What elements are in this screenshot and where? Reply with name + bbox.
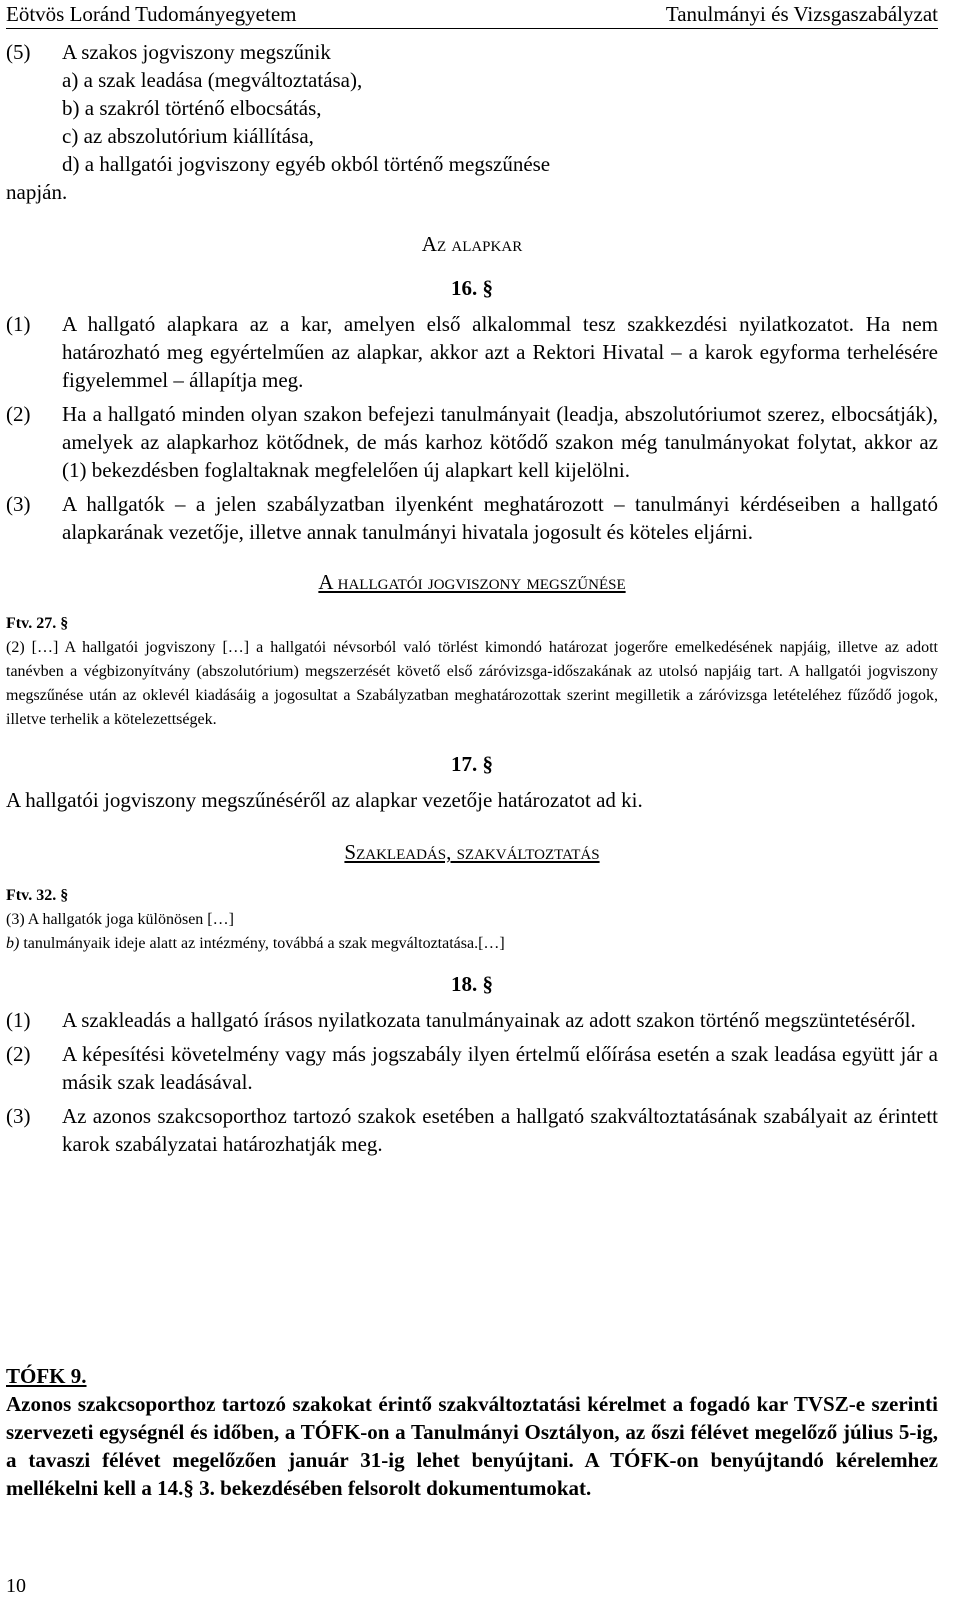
list-item-a: a) a szak leadása (megváltoztatása), bbox=[62, 68, 363, 92]
tofk-note bbox=[6, 1362, 938, 1502]
section-heading-alapkar: Az alapkar bbox=[421, 232, 523, 256]
szakleadas-item-2: (2) A képesítési követelmény vagy más jogszabály ilyen értelmű előírása esetén a szak leadása együtt jár a másik szak leadásával. bbox=[6, 1042, 938, 1094]
ftv-quote-32-a: (3) A hallgatók joga különösen […] bbox=[6, 911, 234, 928]
item-number: (5) bbox=[6, 40, 31, 64]
ftv-reference-32: Ftv. 32. § bbox=[6, 887, 69, 904]
section-5 bbox=[6, 38, 938, 178]
ftv-quote-27: (2) […] A hallgatói jogviszony […] a hallgatói névsorból való törlést kimondó határozat jogerőre emelkedésének napjáig, illetve az adott tanévben a végbizonyítvány (abszolutórium) megszerzését követő első záróvizsga-időszakának az utolsó napjáig tart. A hallgatói jogviszony megszűnése után az oklevél kiadásáig a jogosultat a Szabályzatban meghatározottak szerint megilletik a záróvizsga letételéhez fűződő jogok, illetve terhelik a kötelezettségek. bbox=[6, 639, 938, 728]
list-item-b: b) a szakról történő elbocsátás, bbox=[62, 96, 322, 120]
alapkar-item-3: (3) A hallgatók – a jelen szabályzatban ilyenként meghatározott – tanulmányi kérdéseiben a hallgató alapkarának vezetője, illetve annak tanulmányi hivatala jogosult és köteles eljárni. bbox=[6, 492, 938, 544]
paragraph-number-18: 18. § bbox=[451, 972, 493, 996]
header-right: Tanulmányi és Vizsgaszabályzat bbox=[665, 2, 938, 26]
szakleadas-item-1: (1) A szakleadás a hallgató írásos nyilatkozata tanulmányainak az adott szakon történő megszüntetéséről. bbox=[6, 1008, 916, 1032]
alapkar-item-2: (2) Ha a hallgató minden olyan szakon befejezi tanulmányait (leadja, abszolutóriumot szerez, elbocsátják), amelyek az alapkarhoz kötődnek, de más karhoz kötődő szakon még tanulmányokat folytat, akkor az (1) bekezdésben foglaltaknak megfelelően új alapkart kell kijelölni. bbox=[6, 402, 938, 482]
ftv-reference-27: Ftv. 27. § bbox=[6, 615, 69, 632]
ftv-quote-32-b: b) tanulmányaik ideje alatt az intézmény, továbbá a szak megváltoztatása.[…] bbox=[6, 935, 505, 952]
section-heading-szakleadas: Szakleadás, szakváltoztatás bbox=[344, 840, 600, 864]
section-heading-megszunes: A hallgatói jogviszony megszűnése bbox=[318, 570, 626, 594]
page-body bbox=[6, 38, 938, 1158]
page-header bbox=[6, 0, 938, 29]
paragraph-17-text: A hallgatói jogviszony megszűnéséről az alapkar vezetője határozatot ad ki. bbox=[6, 788, 643, 812]
page-number: 10 bbox=[6, 1575, 26, 1597]
section-5-end: napján. bbox=[6, 180, 68, 204]
alapkar-item-1: (1) A hallgató alapkara az a kar, amelyen első alkalommal tesz szakkezdési nyilatkozatot. Ha nem határozható meg egyértelműen az alapkar, akkor azt a Rektori Hivatal – a karok egyforma terhelésére figyelemmel – állapítja meg. bbox=[6, 312, 938, 392]
szakleadas-item-3: (3) Az azonos szakcsoporthoz tartozó szakok esetében a hallgató szakváltoztatásának szabályait az érintett karok szabályzatai határozhatják meg. bbox=[6, 1104, 938, 1156]
paragraph-number-17: 17. § bbox=[451, 752, 493, 776]
tofk-text: Azonos szakcsoporthoz tartozó szakokat érintő szakváltoztatási kérelmet a fogadó kar TVSZ-e szerinti szervezeti egységnél és időben, a TÓFK-on a Tanulmányi Osztályon, az őszi félévet megelőző július 5-ig, a tavaszi félévet megelőzően január 31-ig lehet benyújtani. A TÓFK-on benyújtandó kérelemhez mellékelni kell a 14.§ 3. bekezdésében felsorolt dokumentumokat. bbox=[6, 1392, 938, 1500]
list-item-c: c) az abszolutórium kiállítása, bbox=[62, 124, 314, 148]
paragraph-number-16: 16. § bbox=[451, 276, 493, 300]
list-item-d: d) a hallgatói jogviszony egyéb okból történő megszűnése bbox=[62, 152, 551, 176]
tofk-title: TÓFK 9. bbox=[6, 1364, 87, 1388]
section-5-intro: A szakos jogviszony megszűnik bbox=[62, 40, 331, 64]
header-left: Eötvös Loránd Tudományegyetem bbox=[6, 2, 297, 26]
